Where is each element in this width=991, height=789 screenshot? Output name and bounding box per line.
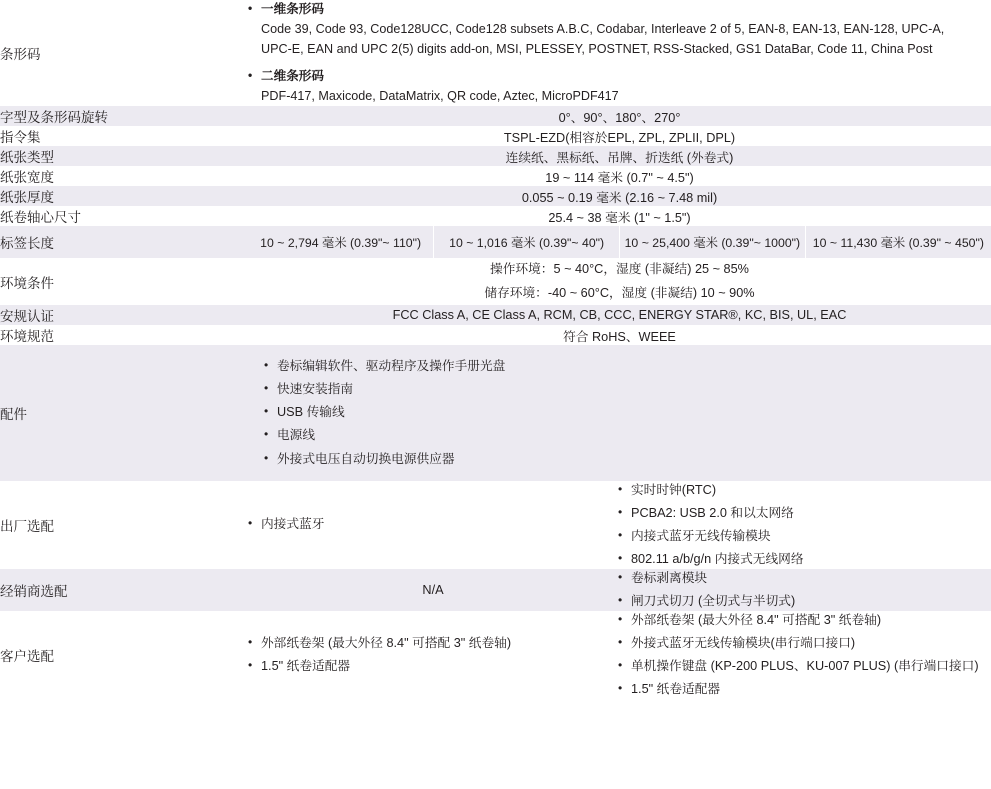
row-label-accessories: 配件 [0, 406, 27, 422]
list-item: • 卷标剥离模块 [618, 569, 991, 588]
list-item: • 快速安装指南 [264, 380, 975, 399]
barcode-2d-heading: • 二维条形码 [248, 67, 991, 86]
label-length-segment-3: 10 ~ 25,400 毫米 (0.39"~ 1000") [620, 226, 806, 258]
barcode-2d-line-1: PDF-417, Maxicode, DataMatrix, QR code, Aztec, MicroPDF417 [261, 88, 619, 103]
list-item: • USB 传输线 [264, 403, 975, 422]
list-item: • 外部纸卷架 (最大外径 8.4" 可搭配 3" 纸卷轴) [248, 634, 618, 653]
barcode-1d-line-1: Code 39, Code 93, Code128UCC, Code128 subsets A.B.C, Codabar, Interleave 2 of 5, EAN-8, EAN-13, EAN-128, UPC-A, [261, 21, 945, 36]
row-value-media-type: 连续纸、黑标纸、吊牌、折迭纸 (外卷式) [505, 150, 734, 165]
factory-options-left [248, 481, 618, 569]
list-item: • 外接式电压自动切换电源供应器 [264, 450, 975, 469]
row-label-factory-options: 出厂选配 [0, 518, 54, 534]
table-row-media-thickness [0, 186, 991, 206]
environment-line-1: 操作环境：5 ~ 40°C，湿度 (非凝结) 25 ~ 85% [490, 262, 749, 277]
table-row-command-set [0, 126, 991, 146]
table-row-barcode [0, 0, 991, 106]
table-row-media-type [0, 146, 991, 166]
row-label-safety: 安规认证 [0, 309, 54, 325]
list-item: • 单机操作键盘 (KP-200 PLUS、KU-007 PLUS) (串行端口接口) [618, 657, 991, 676]
table-row-environment [0, 258, 991, 305]
customer-options-left [248, 611, 618, 699]
row-value-accessories [248, 345, 991, 480]
environment-line-2: 储存环境：-40 ~ 60°C，湿度 (非凝结) 10 ~ 90% [484, 285, 755, 300]
row-value-safety: FCC Class A, CE Class A, RCM, CB, CCC, ENERGY STAR®, KC, BIS, UL, EAC [392, 308, 847, 323]
list-item: • 卷标编辑软件、驱动程序及操作手册光盘 [264, 357, 975, 376]
list-item: • 内接式蓝牙无线传输模块 [618, 527, 991, 546]
row-value-dealer-options [248, 569, 991, 611]
row-label-media-thickness: 纸张厚度 [0, 190, 54, 206]
row-label-label-length: 标签长度 [0, 236, 54, 252]
row-label-customer-options: 客户选配 [0, 648, 54, 664]
table-row-safety [0, 305, 991, 325]
table-row-factory-options [0, 481, 991, 569]
list-item: • 1.5" 纸卷适配器 [248, 657, 618, 676]
row-value-media-thickness: 0.055 ~ 0.19 毫米 (2.16 ~ 7.48 mil) [521, 190, 718, 205]
list-item: • 电源线 [264, 426, 975, 445]
row-value-barcode [248, 0, 991, 106]
table-row-customer-options [0, 611, 991, 699]
row-label-core-size: 纸卷轴心尺寸 [0, 210, 81, 226]
row-label-env-spec: 环境规范 [0, 329, 54, 345]
table-row-media-width [0, 166, 991, 186]
factory-options-right [618, 481, 991, 569]
row-label-media-width: 纸张宽度 [0, 170, 54, 186]
row-label-dealer-options: 经销商选配 [0, 583, 68, 599]
row-label-command-set: 指令集 [0, 130, 41, 146]
table-row-accessories [0, 345, 991, 480]
table-row-env-spec [0, 325, 991, 345]
row-value-customer-options [248, 611, 991, 699]
list-item: • 内接式蓝牙 [248, 515, 618, 534]
row-value-core-size: 25.4 ~ 38 毫米 (1" ~ 1.5") [548, 210, 691, 225]
row-value-label-length [248, 226, 991, 258]
row-value-command-set: TSPL-EZD(相容於EPL, ZPL, ZPLII, DPL) [503, 130, 736, 145]
table-row-rotation [0, 106, 991, 126]
list-item: • 闸刀式切刀 (全切式与半切式) [618, 592, 991, 611]
row-label-environment: 环境条件 [0, 275, 54, 291]
list-item: • 外接式蓝牙无线传输模块(串行端口接口) [618, 634, 991, 653]
row-value-rotation: 0°、90°、180°、270° [558, 110, 681, 125]
row-label-media-type: 纸张类型 [0, 150, 54, 166]
table-row-dealer-options [0, 569, 991, 611]
table-row-label-length [0, 226, 991, 258]
label-length-segment-1: 10 ~ 2,794 毫米 (0.39"~ 110") [248, 226, 434, 258]
table-row-core-size [0, 206, 991, 226]
row-value-factory-options [248, 481, 991, 569]
label-length-segment-2: 10 ~ 1,016 毫米 (0.39"~ 40") [434, 226, 620, 258]
barcode-1d-line-2: UPC-E, EAN and UPC 2(5) digits add-on, MSI, PLESSEY, POSTNET, RSS-Stacked, GS1 DataBar, Code 11, China Post [261, 42, 933, 57]
row-label-barcode: 条形码 [0, 47, 41, 63]
barcode-1d-heading: • 一维条形码 [248, 0, 991, 19]
barcode-group-1d [248, 0, 991, 60]
row-value-env-spec: 符合 RoHS、WEEE [563, 329, 676, 344]
row-value-environment [248, 258, 991, 305]
barcode-group-2d [248, 67, 991, 106]
list-item: • 1.5" 纸卷适配器 [618, 680, 991, 699]
list-item: • 802.11 a/b/g/n 内接式无线网络 [618, 550, 991, 569]
row-value-media-width: 19 ~ 114 毫米 (0.7" ~ 4.5") [545, 170, 694, 185]
dealer-options-right [618, 569, 991, 611]
dealer-options-left: N/A [422, 582, 444, 597]
list-item: • 实时时钟(RTC) [618, 481, 991, 500]
list-item: • 外部纸卷架 (最大外径 8.4" 可搭配 3" 纸卷轴) [618, 611, 991, 630]
list-item: • PCBA2: USB 2.0 和以太网络 [618, 504, 991, 523]
label-length-segment-4: 10 ~ 11,430 毫米 (0.39" ~ 450") [812, 236, 984, 251]
row-label-rotation: 字型及条形码旋转 [0, 110, 108, 126]
customer-options-right [618, 611, 991, 699]
